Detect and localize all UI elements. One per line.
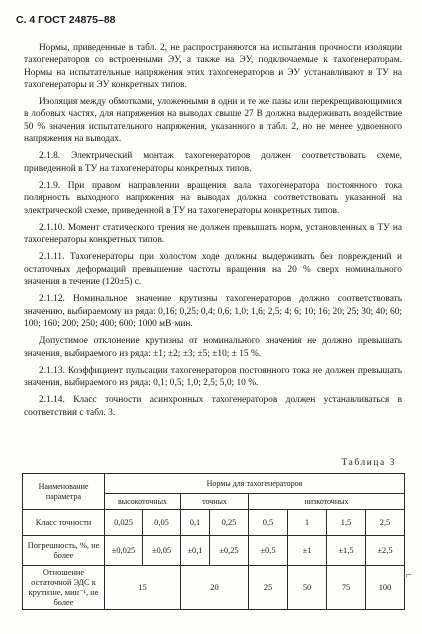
table-cell: 2,5 [366,510,405,536]
edge-mark: ⌐ [406,570,412,581]
paragraph: 2.1.9. При правом направлении вращения вала тахогенератора постоянного тока полярность выходного напряжения на выводах должна соответствовать указанной на электрической схеме, приведенной в ТУ на тахогенераторы конкретных типов. [24,180,402,216]
table-cell: ±0,05 [143,536,181,566]
paragraph: 2.1.12. Номинальное значение крутизны тахогенераторов должно соответствовать значению, выбираемому из ряда: 0,16; 0,25; 0,4; 0,6; 1,0; 1,6; 2,5; 4; 6; 10; 16; 20; 25; 30; 40; 60; 100; 160; 200; 250; 400; 600; 1000 мВ·мин. [24,294,402,329]
paragraph: Изоляция между обмотками, уложенными в одни и те же пазы или перекрещивающимися в лобовых частях, для напряжения на выводах свыше 27 В должна выдерживать воздействие 50 % значения испытательного напряжения, указанного в табл. 2, но не менее удвоенного напряжения на выводах. [24,97,402,145]
norms-header: Нормы для тахогенераторов [105,474,405,494]
table-cell: ±1,5 [327,536,366,566]
paragraph: 2.1.14. Класс точности асинхронных тахогенераторов должен устанавливаться в соответствии с табл. 3. [24,395,402,418]
table-cell: 0,025 [105,510,143,536]
table-cell: 1 [288,510,327,536]
paragraph: 2.1.13. Коэффициент пульсации тахогенераторов постоянного тока не должен превышать значения, выбираемого из ряда: 0,1; 0,5; 1,0; 2,5; 5,0; 10 %. [24,365,402,389]
paragraph: 2.1.10. Момент статического трения не должен превышать норм, установленных в ТУ на тахогенераторы конкретных типов. [24,222,402,246]
table-cell: 20 [181,566,249,610]
table-cell: 100 [366,566,405,610]
table-cell: ±0,25 [210,536,249,566]
table-cell: 0,05 [143,510,181,536]
row-label: Погрешность, %, не более [23,536,105,566]
table-cell: 0,1 [181,510,210,536]
paragraph: 2.1.8. Электрический монтаж тахогенераторов должен соответствовать схеме, приведенной в ТУ на тахогенераторы конкретных типов. [24,151,402,174]
paragraph: Допустимое отклонение крутизны от номинального значения не должно превышать значения, выбираемого из ряда: ±1; ±2; ±3; ±5; ±10; ± 15 %. [24,336,402,359]
table-cell: 75 [327,566,366,610]
table-cell: ±2,5 [366,536,405,566]
page-header: С. 4 ГОСТ 24875–88 [16,14,116,26]
paragraph: 2.1.11. Тахогенераторы при холостом ходе должны выдерживать без повреждений и остаточных деформаций превышение частоты вращения на 20 % сверх номинального значения в течение (120±5) с. [24,252,402,288]
table-cell: ±0,025 [105,536,143,566]
group-header: точных [181,494,249,510]
table-cell: 1,5 [327,510,366,536]
group-header: низкоточных [249,494,405,510]
table-cell: ±1 [288,536,327,566]
row-label: Класс точности [23,510,105,536]
table-cell: ±0,1 [181,536,210,566]
group-header: высокоточных [105,494,181,510]
param-header: Наименование параметра [23,474,105,510]
body-text [24,42,402,424]
table-cell: 25 [249,566,288,610]
paragraph: Нормы, приведенные в табл. 2, не распространяются на испытания прочности изоляции тахогенераторов со встроенными ЭУ, а также на ЭУ, подключаемые к тахогенераторам. Нормы на испытательные напряжения этих тахогенераторов и ЭУ устанавливают в ТУ на тахогенераторы и ЭУ конкретных типов. [24,43,402,90]
table-cell: 15 [105,566,181,610]
row-label: Отношение остаточной ЭДС к крутизне, мин⁻¹, не более [23,566,105,610]
table-cell: 0,5 [249,510,288,536]
table-label: Таблица 3 [341,458,396,468]
norms-table [22,473,405,610]
table-cell: 50 [288,566,327,610]
table-cell: ±0,5 [249,536,288,566]
table-cell: 0,25 [210,510,249,536]
